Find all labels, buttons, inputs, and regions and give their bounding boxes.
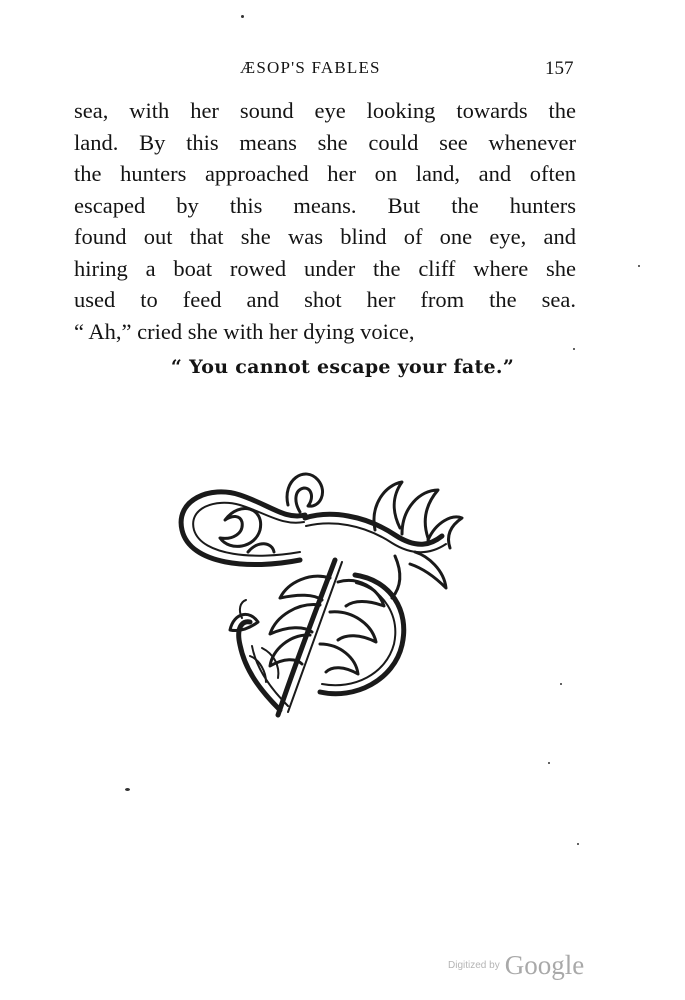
text-line: “ Ah,” cried she with her dying voice,	[74, 318, 415, 344]
text-line: found out that she was blind of one eye, and	[74, 224, 576, 249]
text-line: used to feed and shot her from the sea.	[74, 287, 576, 312]
text-line: hiring a boat rowed under the cliff where she	[74, 255, 576, 281]
watermark-prefix: Digitized by	[448, 960, 500, 971]
scan-speck	[548, 762, 550, 764]
text-line: land. By this means she could see whenever	[74, 129, 576, 155]
scan-speck	[577, 843, 579, 845]
acanthus-leaf-ornament-icon	[170, 460, 470, 725]
text-line: escaped by this means. But the hunters	[74, 192, 576, 218]
moral-quote: “ You cannot escape your fate.”	[170, 356, 515, 378]
running-title: ÆSOP'S FABLES	[240, 58, 381, 77]
text-line: sea, with her sound eye looking towards the	[74, 98, 576, 123]
digitized-by-google-watermark	[448, 950, 584, 980]
scan-speck	[573, 348, 575, 350]
watermark-brand: Google	[504, 950, 585, 980]
page-number: 157	[545, 58, 574, 79]
text-line: the hunters approached her on land, and often	[74, 161, 576, 186]
fable-text	[74, 95, 576, 347]
running-head	[0, 58, 685, 82]
scan-speck	[125, 788, 130, 791]
scan-speck	[560, 683, 562, 685]
scan-speck	[638, 265, 640, 267]
scan-speck	[241, 15, 244, 18]
